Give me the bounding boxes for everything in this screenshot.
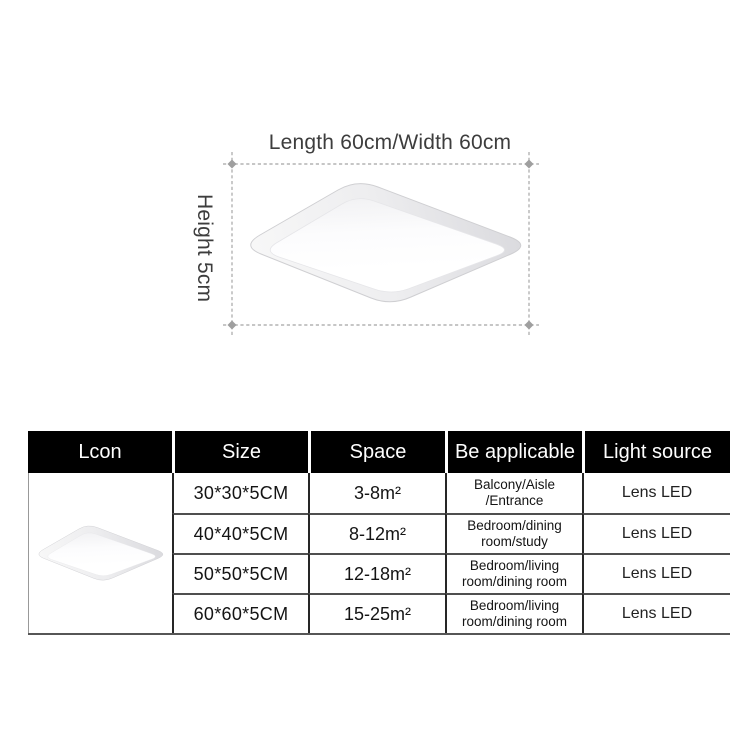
length-width-dimension-label: Length 60cm/Width 60cm (268, 131, 512, 154)
dimension-diagram (170, 118, 560, 353)
light-source-cell: Lens LED (582, 593, 730, 633)
space-cell: 3-8m² (308, 473, 445, 513)
light-source-cell: Lens LED (582, 553, 730, 593)
applicable-line: Bedroom/living (469, 598, 560, 614)
light-source-cell: Lens LED (582, 473, 730, 513)
col-header-space: Space (308, 431, 445, 473)
lamp-icon-cell (28, 473, 172, 633)
size-cell: 30*30*5CM (172, 473, 308, 513)
height-dimension-label: Height 5cm (193, 194, 216, 303)
applicable-cell (445, 473, 582, 513)
col-header-light-source: Light source (582, 431, 730, 473)
size-cell: 60*60*5CM (172, 593, 308, 633)
col-header-applicable: Be applicable (445, 431, 582, 473)
size-cell: 40*40*5CM (172, 513, 308, 553)
applicable-cell (445, 513, 582, 553)
space-cell: 8-12m² (308, 513, 445, 553)
applicable-line: Bedroom/living (469, 558, 560, 574)
col-header-icon: Lcon (28, 431, 172, 473)
applicable-line: room/dining room (461, 574, 568, 589)
col-header-size: Size (172, 431, 308, 473)
light-source-cell: Lens LED (582, 513, 730, 553)
space-cell: 12-18m² (308, 553, 445, 593)
spec-table (28, 431, 730, 635)
applicable-line: Bedroom/dining (467, 518, 562, 534)
size-cell: 50*50*5CM (172, 553, 308, 593)
lamp-image (251, 184, 521, 302)
applicable-cell (445, 553, 582, 593)
applicable-line: room/dining room (461, 614, 568, 629)
applicable-line: room/study (481, 534, 548, 549)
applicable-line: Balcony/Aisle (473, 477, 556, 493)
lamp-icon (34, 522, 168, 584)
applicable-cell (445, 593, 582, 633)
applicable-line: /Entrance (485, 493, 544, 508)
space-cell: 15-25m² (308, 593, 445, 633)
